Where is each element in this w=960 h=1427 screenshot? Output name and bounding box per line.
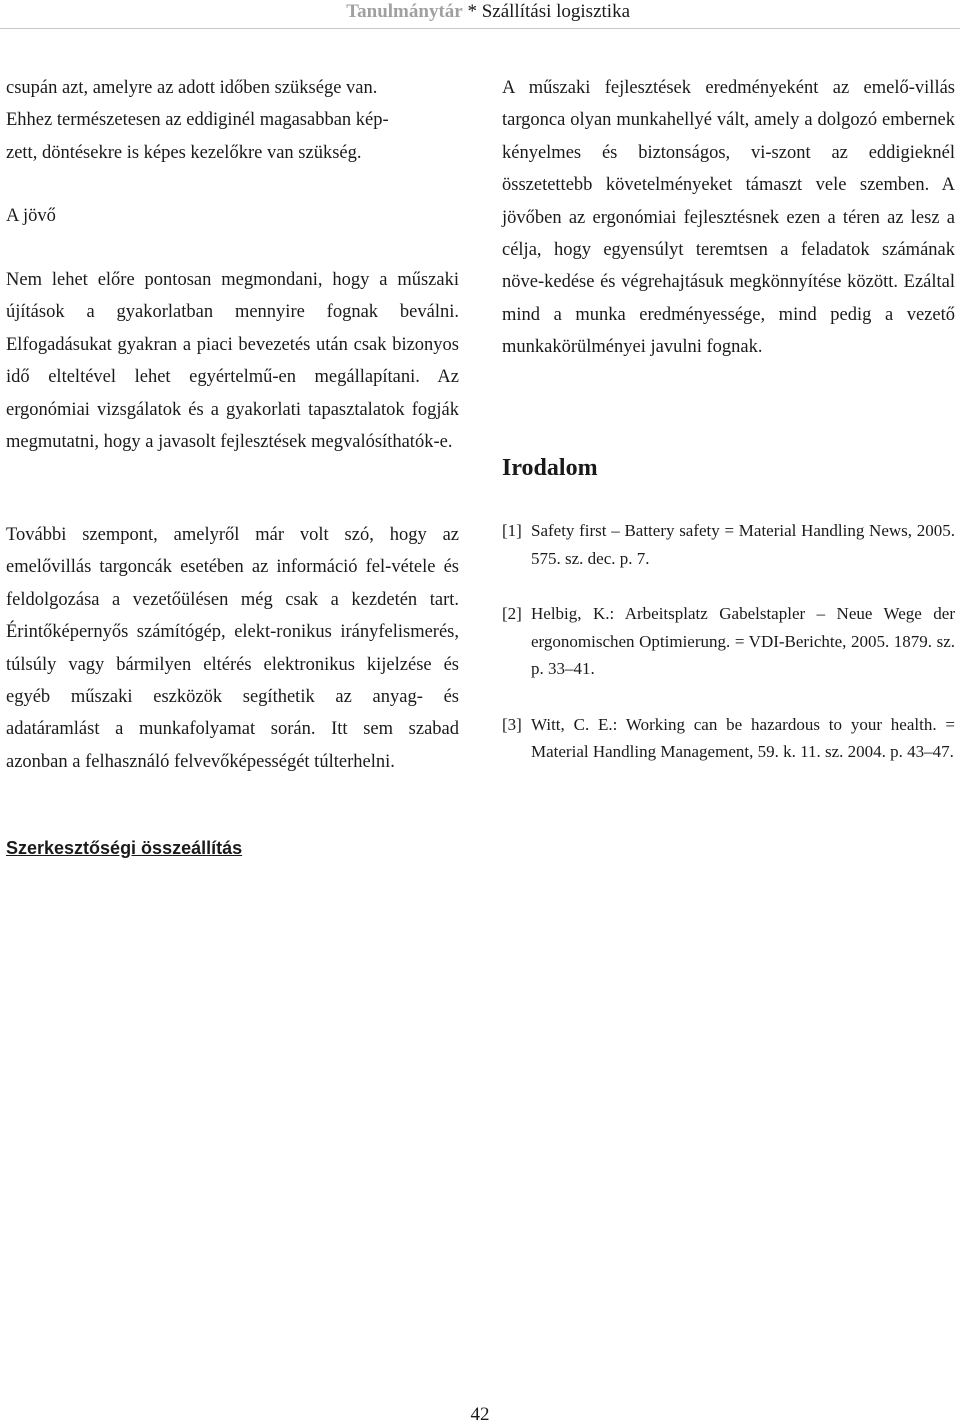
paragraph-future-1: Nem lehet előre pontosan megmondani, hogy a műszaki újítások a gyakorlatban mennyire fognak beválni. Elfogadásukat gyakran a piaci bevezetés után csak bizonyos idő elteltével lehet egyértelmű-en megállapítani. Az ergonómiai vizsgálatok és a gyakorlati tapasztalatok fogják megmutatni, hogy a javasolt fejlesztések megvalósíthatók-e. xyxy=(6,270,459,453)
intro-line: csupán azt, amelyre az adott időben szüksége van. xyxy=(6,78,378,98)
page-number: 42 xyxy=(470,1404,490,1425)
reference-number: [3] xyxy=(502,714,522,734)
reference-text: Safety first – Battery safety = Material Handling News, 2005. 575. sz. dec. p. 7. xyxy=(531,521,955,568)
reference-item xyxy=(502,711,955,766)
reference-text: Helbig, K.: Arbeitsplatz Gabelstapler – Neue Wege der ergonomischen Optimierung. = VDI-Berichte, 2005. 1879. sz. p. 33–41. xyxy=(531,604,955,678)
section-title-future: A jövő xyxy=(6,206,56,226)
running-header xyxy=(0,0,960,28)
references-title: Irodalom xyxy=(502,455,598,481)
intro-line: Ehhez természetesen az eddiginél magasabban kép- xyxy=(6,110,389,131)
reference-text: Witt, C. E.: Working can be hazardous to your health. = Material Handling Management, 59. k. 11. sz. 2004. p. 43–47. xyxy=(531,714,955,761)
header-journal-name: Tanulmánytár xyxy=(346,1,463,22)
paragraph-conclusion: A műszaki fejlesztések eredményeként az emelő-villás targonca olyan munkahellyé vált, amely a dolgozó embernek kényelmes és biztonságos, vi-szont az eddigieknél összetettebb követelményeket támaszt vele szemben. A jövőben az ergonómiai fejlesztésnek ezen a téren az lesz a célja, hogy egyensúlyt teremtsen a feladatok számának növe-kedése és végrehajtásuk megkönnyítése között. Ezáltal mind a munka eredményessége, mind pedig a vezető munkakörülményei javulni fognak. xyxy=(502,78,955,358)
references-list xyxy=(502,517,955,766)
intro-text xyxy=(6,72,459,169)
reference-item xyxy=(502,517,955,572)
header-separator: * xyxy=(462,1,482,22)
editorial-credit: Szerkesztőségi összeállítás xyxy=(6,838,243,858)
reference-item xyxy=(502,600,955,683)
reference-number: [2] xyxy=(502,604,522,623)
intro-line: zett, döntésekre is képes kezelőkre van szükség. xyxy=(6,142,362,163)
header-rule xyxy=(0,28,960,29)
paragraph-future-2: További szempont, amelyről már volt szó, hogy az emelővillás targoncák esetében az információ fel-vétele és feldolgozása a vezetőülésen még csak a kezdetén tart. Érintőképernyős számítógép, elekt-ronikus irányfelismerés, túlsúly vagy bármilyen eltérés elektronikus kijelzése és egyéb műszaki eszközök segíthetik az anyag- és adatáramlást a munkafolyamat során. Itt sem szabad azonban a felhasználó felvevőképességét túlterhelni. xyxy=(6,525,459,772)
reference-number: [1] xyxy=(502,521,522,540)
header-section-name: Szállítási logisztika xyxy=(481,1,630,22)
